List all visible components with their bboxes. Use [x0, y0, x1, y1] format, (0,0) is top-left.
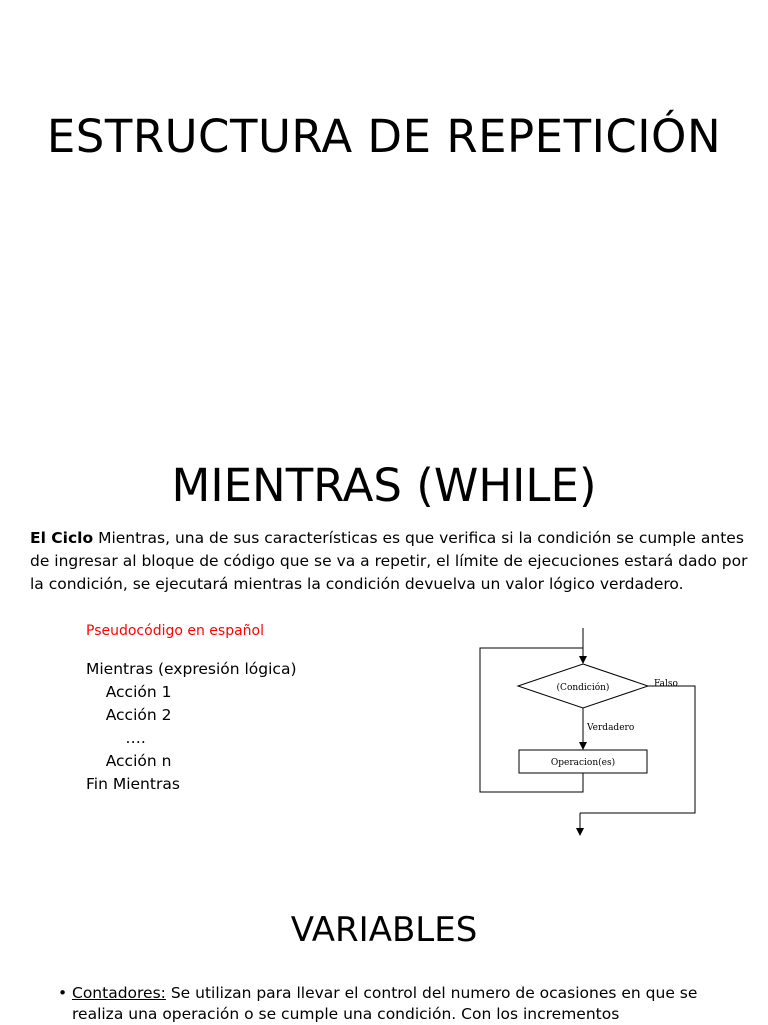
- true-branch-label: Verdadero: [587, 723, 635, 733]
- decision-condition-label: (Condición): [556, 683, 610, 693]
- term-contadores: Contadores:: [72, 984, 166, 1002]
- list-item: [58, 983, 748, 1025]
- slide-title-variables: VARIABLES: [290, 910, 478, 950]
- intro-paragraph: [30, 527, 755, 596]
- variables-list: [58, 983, 748, 1025]
- pseudocode-line: Acción n: [86, 752, 172, 770]
- intro-bold-lead: El Ciclo: [30, 529, 94, 547]
- intro-text: Mientras, una de sus características es que verifica si la condición se cumple antes de ingresar al bloque de código que se va a repetir, el límite de ejecuciones estará dado por la condición, se ejecutará mientras la condición devuelva un valor lógico verdadero.: [30, 529, 748, 593]
- pseudocode-block: [86, 658, 297, 796]
- operation-label: Operacion(es): [550, 758, 616, 768]
- while-flowchart: [470, 620, 710, 840]
- false-branch-label: Falso: [654, 679, 678, 689]
- pseudocode-line: ….: [86, 729, 146, 747]
- slide-title-estructura: ESTRUCTURA DE REPETICIÓN: [46, 110, 722, 163]
- pseudocode-line: Acción 1: [86, 683, 172, 701]
- pseudocode-line: Acción 2: [86, 706, 172, 724]
- pseudocode-line: Mientras (expresión lógica): [86, 660, 297, 678]
- slide-title-mientras: MIENTRAS (WHILE): [171, 459, 597, 512]
- pseudocode-line: Fin Mientras: [86, 775, 180, 793]
- term-description: Se utilizan para llevar el control del numero de ocasiones en que se realiza una operación o se cumple una condición. Con los incrementos: [72, 984, 698, 1023]
- bullet-dot: •: [58, 984, 68, 1002]
- pseudocode-label: Pseudocódigo en español: [86, 623, 265, 639]
